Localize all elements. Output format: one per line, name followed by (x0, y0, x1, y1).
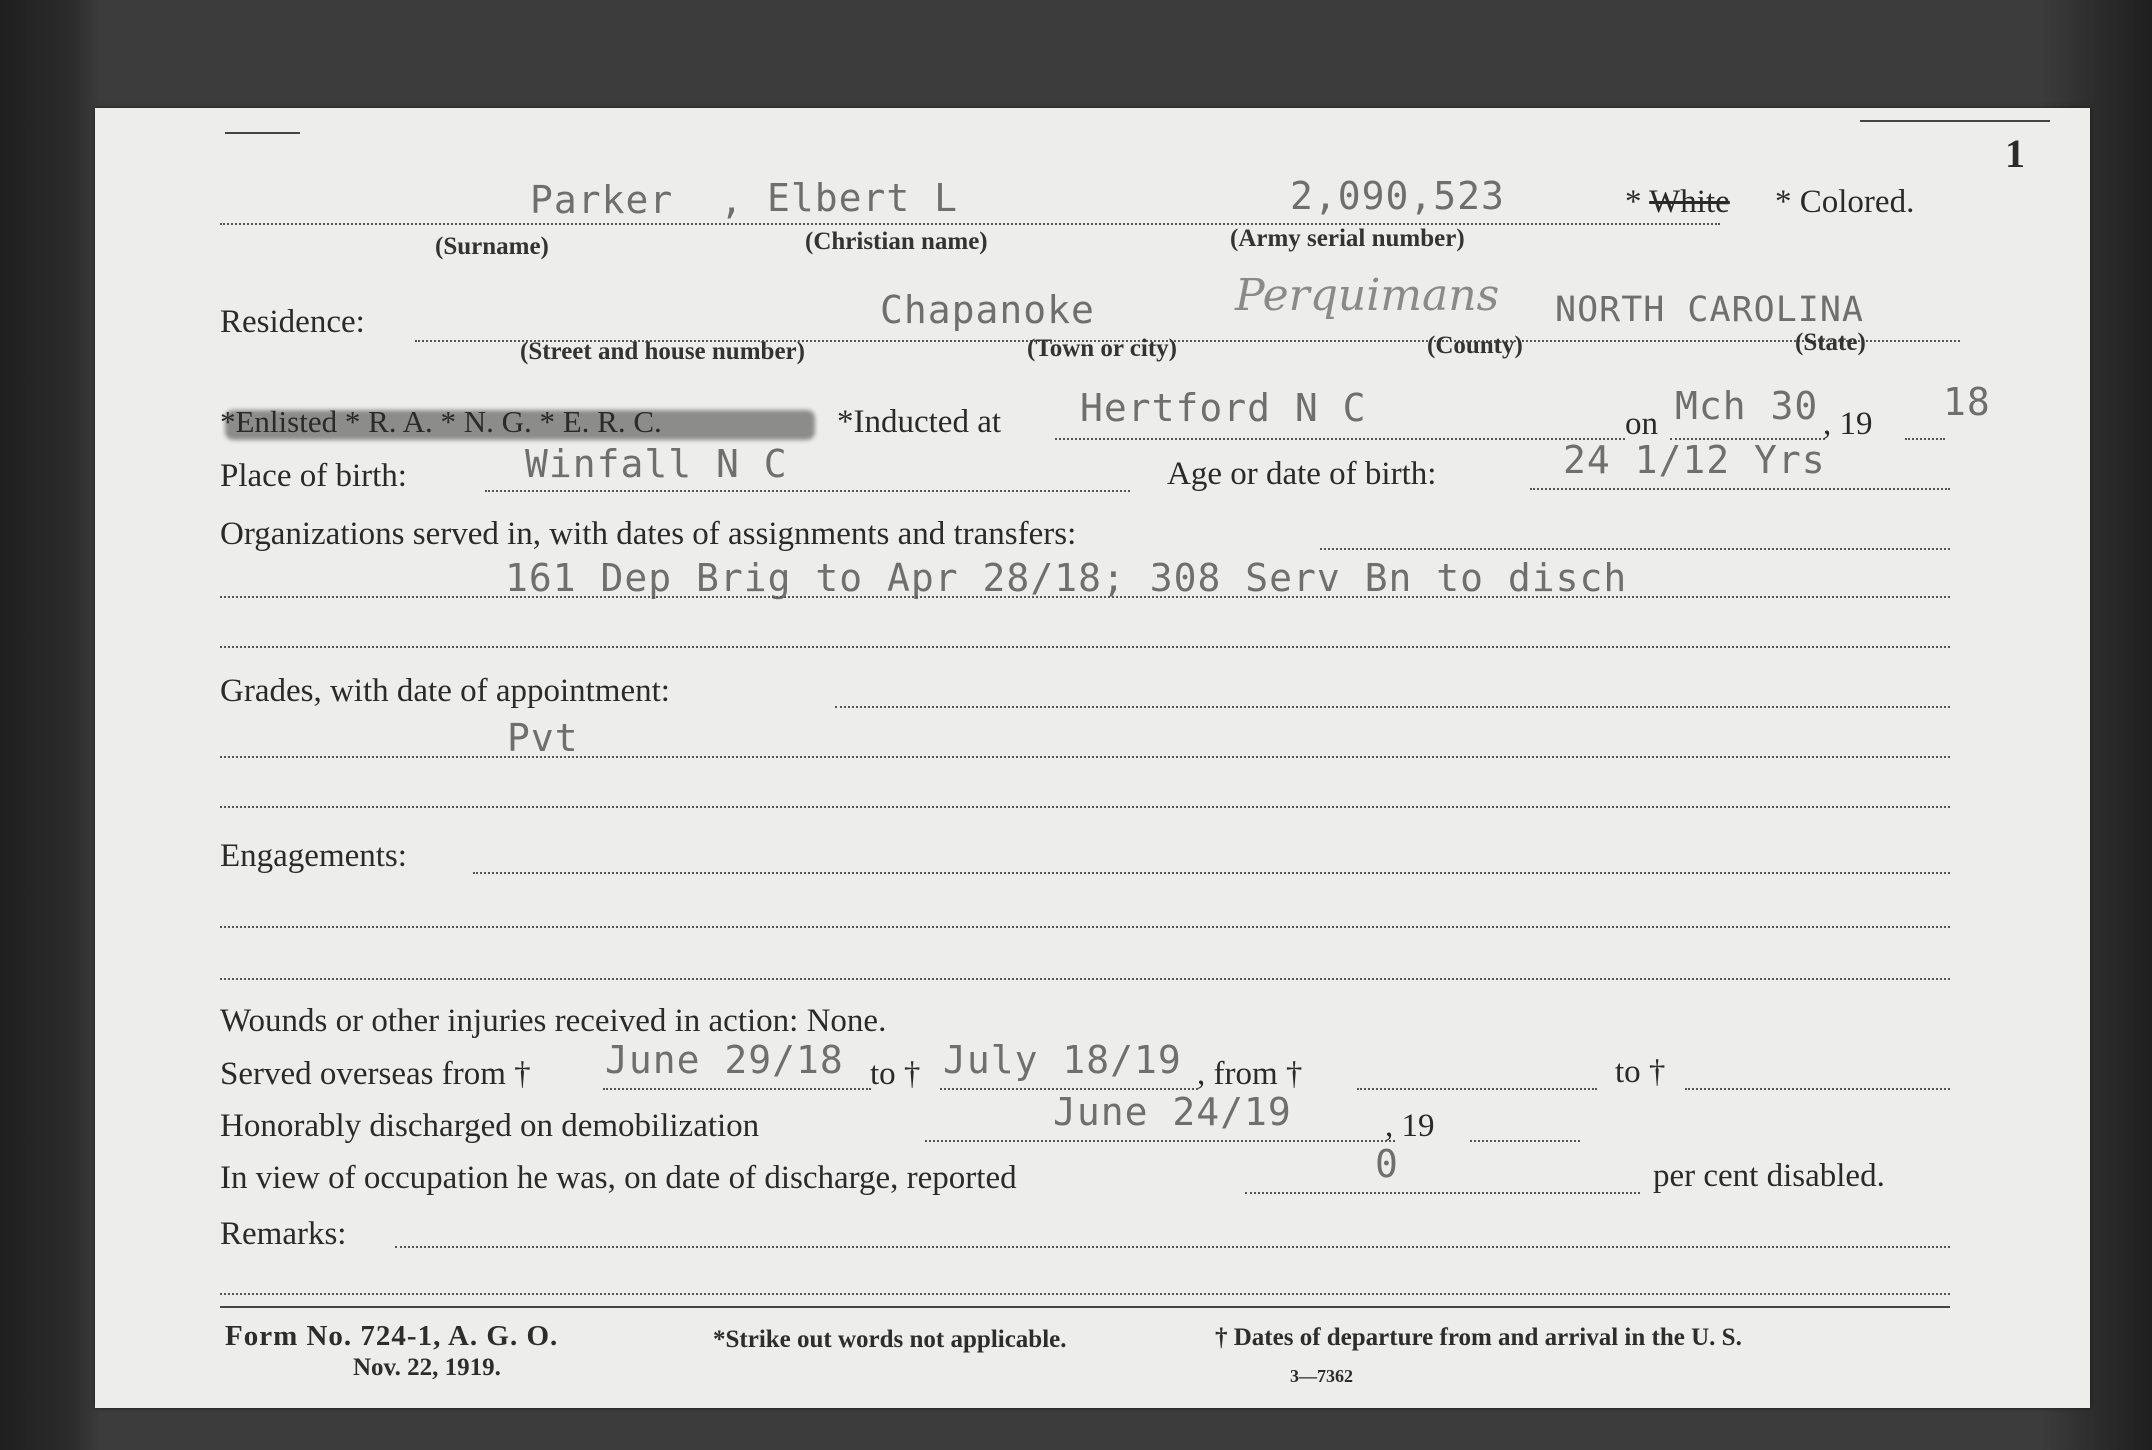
remarks-label: Remarks: (220, 1216, 347, 1252)
card-number: 1 (2005, 131, 2025, 176)
dates-note: † Dates of departure from and arrival in the U. S. (1215, 1324, 1742, 1351)
overseas-from-rule (603, 1088, 871, 1090)
residence-label: Residence: (220, 304, 365, 340)
race-white-struck: White (1649, 184, 1730, 220)
caption-christian-name: (Christian name) (805, 228, 988, 255)
age-value: 24 1/12 Yrs (1563, 438, 1826, 482)
grades-rule-1 (835, 706, 1950, 708)
footer-separator (220, 1306, 1950, 1308)
caption-serial-number: (Army serial number) (1230, 225, 1465, 252)
residence-state-value: NORTH CAROLINA (1555, 290, 1865, 330)
print-code: 3—7362 (1290, 1366, 1353, 1386)
surname-value: Parker (530, 178, 674, 222)
age-label: Age or date of birth: (1167, 456, 1437, 492)
name-separator: , (720, 178, 744, 222)
age-rule (1530, 488, 1950, 490)
organizations-label: Organizations served in, with dates of assignments and transfers: (220, 516, 1077, 552)
organizations-rule-3 (220, 646, 1950, 648)
organizations-value: 161 Dep Brig to Apr 28/18; 308 Serv Bn to disch (505, 556, 1628, 600)
engagements-rule-1 (473, 872, 1950, 874)
engagements-rule-2 (220, 926, 1950, 928)
discharge-year-rule (1470, 1140, 1580, 1142)
inducted-label: *Inducted at (837, 404, 1002, 440)
residence-county-value: Perquimans (1235, 270, 1500, 321)
service-record-card (95, 108, 2090, 1408)
caption-surname: (Surname) (435, 233, 549, 260)
race-white-option: * White (1625, 184, 1730, 220)
overseas-to2-rule (1685, 1088, 1950, 1090)
strike-note: *Strike out words not applicable. (713, 1326, 1067, 1353)
christian-name-value: Elbert L (767, 176, 959, 220)
grades-value: Pvt (507, 716, 579, 760)
wounds-label: Wounds or other injuries received in action: None. (220, 1003, 887, 1039)
discharge-date-rule (925, 1140, 1395, 1142)
overseas-to2-label: to † (1615, 1054, 1666, 1090)
overseas-from-date: June 29/18 (605, 1038, 844, 1082)
overseas-from-label: Served overseas from † (220, 1056, 531, 1092)
enlisted-options: *Enlisted * R. A. * N. G. * E. R. C. (220, 404, 662, 439)
discharge-date-value: June 24/19 (1053, 1090, 1292, 1134)
overseas-from2-rule (1357, 1088, 1597, 1090)
grades-label: Grades, with date of appointment: (220, 673, 670, 709)
disability-value: 0 (1375, 1142, 1399, 1186)
discharge-year-label: , 19 (1385, 1108, 1435, 1144)
induction-year-rule (1905, 438, 1945, 440)
induction-year-value: 18 (1943, 380, 1991, 424)
caption-county: (County) (1427, 332, 1523, 359)
inducted-place-rule (1055, 438, 1625, 440)
disability-suffix: per cent disabled. (1653, 1158, 1885, 1194)
name-line-rule (220, 223, 1720, 225)
grades-rule-3 (220, 806, 1950, 808)
top-right-rule (1860, 120, 2050, 122)
organizations-rule-1 (1320, 548, 1950, 550)
residence-town-value: Chapanoke (880, 288, 1095, 332)
induction-date-value: Mch 30 (1675, 384, 1819, 428)
engagements-rule-3 (220, 978, 1950, 980)
inducted-on-label: on (1625, 406, 1658, 442)
serial-number-value: 2,090,523 (1290, 174, 1505, 218)
race-colored-option: * Colored. (1775, 184, 1915, 220)
inducted-place-value: Hertford N C (1080, 386, 1367, 430)
induction-year-prefix: , 19 (1823, 406, 1873, 442)
remarks-rule-1 (395, 1246, 1950, 1248)
disability-rule (1245, 1192, 1640, 1194)
form-date: Nov. 22, 1919. (353, 1354, 501, 1381)
discharge-label: Honorably discharged on demobilization (220, 1108, 760, 1144)
remarks-rule-2 (220, 1293, 1950, 1295)
birth-place-rule (485, 490, 1130, 492)
birth-place-label: Place of birth: (220, 458, 407, 494)
overseas-from2-label: , from † (1197, 1056, 1303, 1092)
overseas-to-label: to † (870, 1056, 921, 1092)
grades-rule-2 (220, 756, 1950, 758)
overseas-to-date: July 18/19 (943, 1038, 1182, 1082)
form-number: Form No. 724-1, A. G. O. (225, 1320, 559, 1352)
disability-label: In view of occupation he was, on date of discharge, reported (220, 1160, 1017, 1196)
birth-place-value: Winfall N C (525, 442, 788, 486)
top-left-rule (225, 132, 300, 134)
engagements-label: Engagements: (220, 838, 407, 874)
caption-street: (Street and house number) (520, 338, 805, 365)
caption-town: (Town or city) (1027, 335, 1177, 362)
organizations-rule-2 (220, 596, 1950, 598)
caption-state: (State) (1795, 329, 1866, 356)
